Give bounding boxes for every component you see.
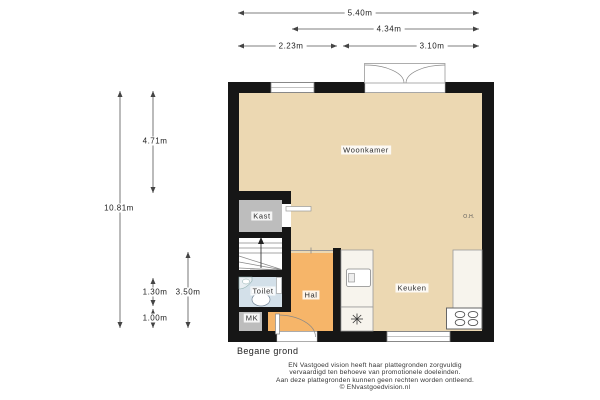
disclaimer — [225, 362, 525, 392]
front-door-opening — [277, 332, 317, 342]
disclaimer-line-3: Aan deze plattegronden kunnen geen rechten worden ontleend. — [275, 376, 475, 384]
room-label-kast: Kast — [253, 211, 271, 221]
room-label-oh: O.H. — [463, 214, 475, 220]
wall-right — [482, 82, 494, 342]
dim-label-width-total: 5.40m — [345, 9, 376, 18]
sink-basin-icon — [243, 279, 250, 284]
dim-label-height-mk: 1.00m — [140, 314, 171, 323]
dim-label-width-right: 4.34m — [374, 25, 405, 34]
wall-left — [228, 82, 239, 342]
room-label-keuken: Keuken — [397, 283, 427, 293]
disclaimer-line-2: vervaardigd ten behoeve van promotionele doeleinden. — [289, 369, 461, 377]
floor-title: Begane grond — [237, 346, 299, 356]
room-label-hal: Hal — [304, 290, 318, 300]
dim-label-height-woonkamer: 4.71m — [140, 137, 171, 146]
dim-label-height-hal: 3.50m — [173, 288, 204, 297]
dim-label-width-right-segment: 3.10m — [417, 42, 448, 51]
window-bottom — [387, 332, 450, 342]
front-door-leaf — [276, 314, 280, 334]
dim-label-height-toilet: 1.30m — [140, 288, 171, 297]
room-label-mk: MK — [245, 313, 259, 323]
boiler-star-icon — [351, 314, 363, 325]
french-doors — [365, 64, 446, 93]
wall-hal-keuken — [333, 248, 341, 331]
wall-mk-right — [262, 312, 268, 331]
room-label-toilet: Toilet — [252, 286, 274, 296]
kast-door-leaf — [286, 207, 311, 212]
wall-toilet-bottom — [239, 307, 291, 312]
disclaimer-line-4: © ENvastgoedvision.nl — [339, 384, 411, 392]
french-doors-leaves — [365, 64, 446, 84]
dim-label-height-total: 10.81m — [101, 204, 137, 213]
kitchen-left-counter — [341, 250, 373, 331]
disclaimer-line-1: EN Vastgoed vision heeft haar plattegronden zorgvuldig — [288, 362, 462, 369]
wall-bottom — [228, 331, 494, 342]
room-label-woonkamer: Woonkamer — [343, 145, 389, 155]
wall-top — [228, 82, 494, 93]
dim-label-width-left-segment: 2.23m — [276, 42, 307, 51]
stove-icon — [447, 308, 483, 329]
wall-toilet-top — [239, 270, 283, 277]
window-top — [271, 83, 314, 93]
kitchen-faucet-icon — [349, 274, 355, 283]
toilet-door-leaf — [277, 278, 282, 294]
french-doors-threshold — [365, 83, 445, 93]
